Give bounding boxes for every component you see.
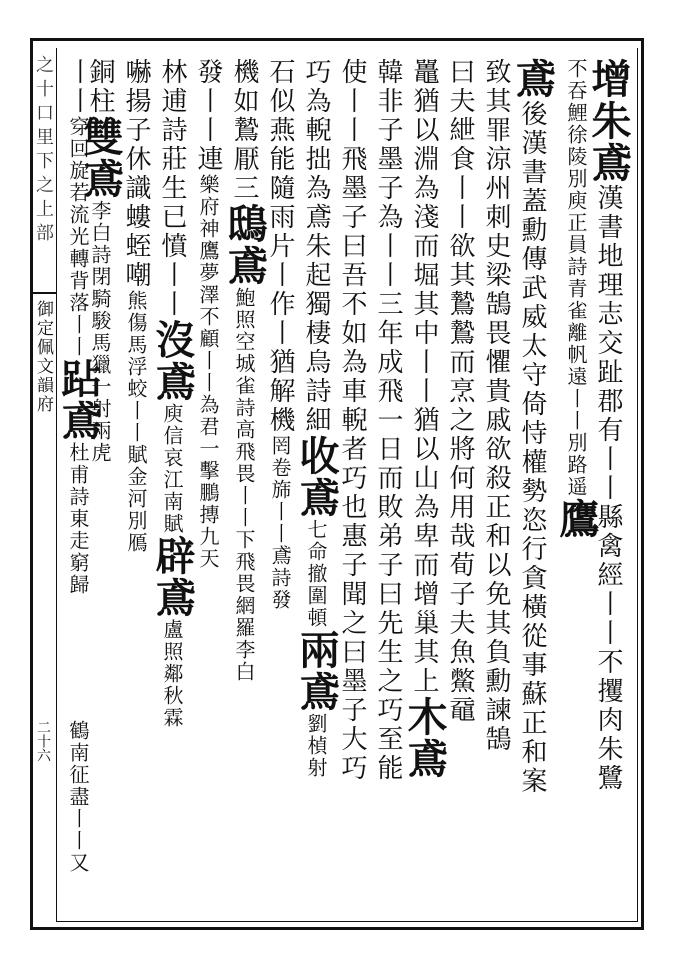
column-text: 發丨丨連	[193, 58, 223, 174]
column-note: 七命撤圍頓	[304, 519, 328, 629]
spine-top-text: 之十口里下之上部	[33, 55, 54, 247]
column-text: 使丨丨飛墨子曰吾不如為車輗者巧也惠子聞之曰墨子大巧	[337, 58, 367, 783]
entry-heading: 收鳶	[293, 435, 340, 519]
column-note: 鮑照空城雀詩高飛畏丨丨下飛畏網羅李白	[232, 287, 256, 683]
column-text: 不吞鯉徐陵別庾正員詩青雀離帆遠丨丨別路遥	[564, 58, 588, 498]
entry-heading: 辟鳶	[149, 535, 196, 619]
text-column-10	[260, 58, 300, 908]
column-note: 賦金河別鴈	[124, 444, 148, 554]
text-column-12	[188, 58, 228, 908]
text-column-13	[149, 58, 196, 908]
margin-divider	[30, 292, 56, 294]
text-column-11	[221, 58, 268, 908]
column-note: 樂府神鷹夢澤不顧丨丨為君一擊鵬摶九天	[196, 174, 220, 570]
column-text: 鼉猶以淵為淺而堀其中丨丨猶以山為卑而增巢其上	[409, 58, 439, 696]
column-note: 穿回旋若流光轉背落丨丨	[66, 116, 90, 358]
text-column-4	[476, 58, 516, 908]
entry-heading: 鳶	[509, 58, 556, 100]
text-column-7	[368, 58, 408, 908]
column-text: 致其罪涼州刺史梁鵠畏懼貴戚欲殺正和以免其負勳諫鵠	[481, 58, 511, 754]
column-text: 機如鷙厭三	[229, 58, 259, 203]
text-column-6	[401, 58, 448, 908]
column-note: 熊傷馬浮蛟丨丨	[124, 290, 148, 444]
entry-heading: 木鳶	[401, 696, 448, 780]
column-note: 李白詩閉騎駿馬獵一射兩虎	[88, 200, 112, 464]
column-note: 盧照鄰秋霖	[160, 619, 184, 729]
entry-heading: 鴟鳶	[221, 203, 268, 287]
entry-heading: 增朱鳶	[585, 58, 632, 184]
entry-heading: 兩鳶	[293, 629, 340, 713]
column-text: 漢書地理志交趾郡有丨丨縣禽經丨丨不攫肉朱鷺	[593, 184, 623, 793]
column-text: 丨丨	[63, 58, 93, 116]
column-note: 劉楨射	[304, 713, 328, 779]
text-column-3	[509, 58, 556, 908]
text-column-9	[293, 58, 340, 908]
column-note: 鶴南征盡丨丨又	[66, 720, 90, 874]
column-text: 巧為輗拙為鳶朱起獨棲烏詩細	[301, 58, 331, 435]
column-text: 曰夫紲食丨丨欲其鷙鷙而烹之將何用哉荀子夫魚鱉黿	[445, 58, 475, 725]
column-text: 石似燕能隨雨片丨作丨猶解機	[265, 58, 295, 435]
column-text: 後漢書蓋勳傳武威太守倚恃權勢恣行貪橫從事蘇正和案	[517, 100, 547, 796]
book-title: 御定佩文韻府	[33, 300, 53, 414]
column-note: 鳶詩發	[268, 545, 292, 611]
text-column-5	[440, 58, 480, 908]
entry-heading: 雙鳶	[77, 116, 124, 200]
entry-heading: 跕鳶	[55, 358, 102, 442]
column-note: 庾信哀江南賦	[160, 403, 184, 535]
column-text: 嚇揚子休識螻蛭嘲	[121, 58, 151, 290]
entry-heading: 沒鳶	[149, 319, 196, 403]
column-note: 罔卷旆丨丨	[268, 435, 292, 545]
page-number: 二十六	[35, 720, 51, 762]
column-text: 林逋詩莊生已憤丨丨	[157, 58, 187, 319]
column-text: 銅柱	[85, 58, 115, 116]
entry-heading: 鷹	[553, 498, 600, 540]
text-column-2	[553, 58, 600, 908]
column-text: 韓非子墨子為丨丨三年成飛一日而敗弟子曰先生之巧至能	[373, 58, 403, 783]
text-column-17	[58, 720, 98, 910]
column-note: 杜甫詩東走窮歸	[66, 442, 90, 596]
